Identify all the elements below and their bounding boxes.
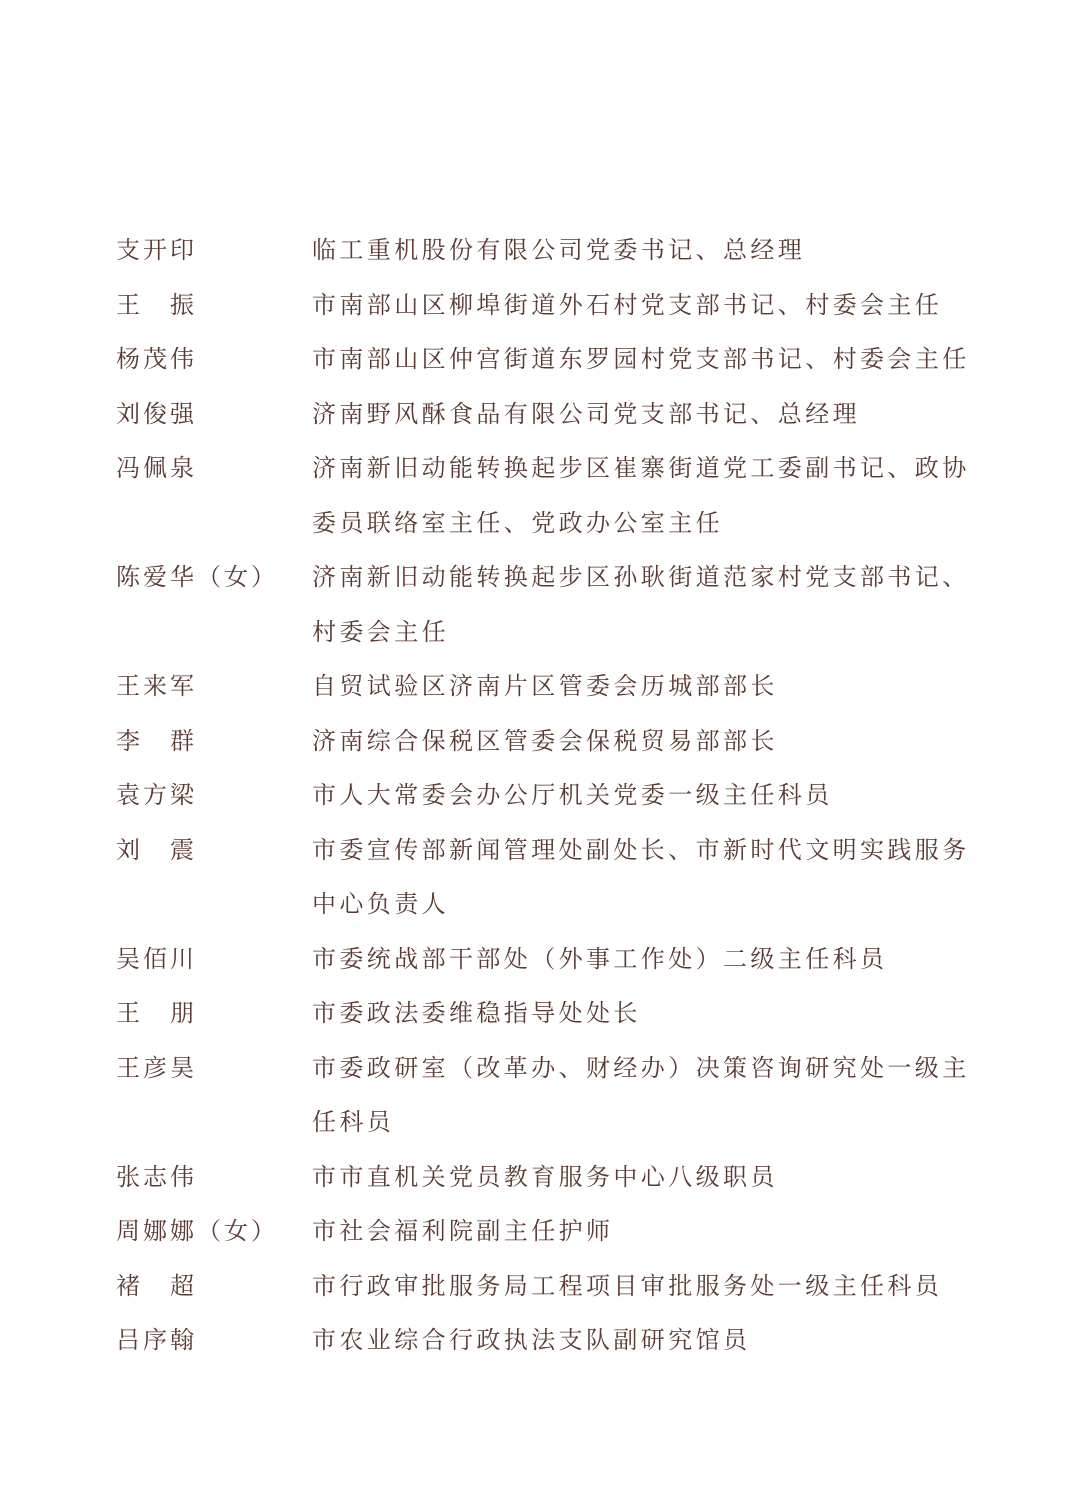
person-title: 济南新旧动能转换起步区孙耿街道范家村党支部书记、村委会主任 [312,563,970,646]
person-title: 市人大常委会办公厅机关党委一级主任科员 [312,781,833,809]
person-name: 刘 震 [116,835,197,864]
list-item [116,1150,976,1205]
list-item [116,387,976,442]
list-item [116,986,976,1041]
list-item [116,332,976,387]
list-item [116,441,976,550]
person-name: 袁方梁 [116,781,197,809]
person-name: 吕序翰 [116,1326,197,1354]
list-item [116,768,976,823]
person-name: 冯佩泉 [116,454,197,482]
person-title: 自贸试验区济南片区管委会历城部部长 [312,672,778,700]
person-name: 杨茂伟 [116,345,197,373]
person-title: 济南新旧动能转换起步区崔寨街道党工委副书记、政协委员联络室主任、党政办公室主任 [312,454,970,537]
person-title: 市市直机关党员教育服务中心八级职员 [312,1162,778,1191]
person-name: 王 振 [116,290,197,319]
person-title: 市社会福利院副主任护师 [312,1217,614,1245]
person-title: 市南部山区柳埠街道外石村党支部书记、村委会主任 [312,290,943,319]
person-name: 支开印 [116,236,197,264]
person-title: 济南综合保税区管委会保税贸易部部长 [312,726,778,755]
person-title: 临工重机股份有限公司党委书记、总经理 [312,236,806,264]
list-item [116,823,976,932]
person-name: 王 朋 [116,999,197,1027]
person-title: 市农业综合行政执法支队副研究馆员 [312,1326,751,1354]
person-title: 市南部山区仲宫街道东罗园村党支部书记、村委会主任 [312,345,970,373]
person-name: 刘俊强 [116,399,197,428]
list-item [116,714,976,769]
person-title: 市委宣传部新闻管理处副处长、市新时代文明实践服务中心负责人 [312,835,970,918]
person-name: 陈爱华（女） [116,563,278,591]
person-name: 李 群 [116,726,197,755]
person-name: 张志伟 [116,1162,197,1191]
person-title: 市行政审批服务局工程项目审批服务处一级主任科员 [312,1271,943,1300]
person-title: 市委统战部干部处（外事工作处）二级主任科员 [312,944,888,973]
person-title: 市委政法委维稳指导处处长 [312,999,641,1027]
list-item [116,550,976,659]
list-item [116,659,976,714]
list-item [116,1204,976,1259]
person-title: 济南野风酥食品有限公司党支部书记、总经理 [312,399,860,428]
person-name: 王彦昊 [116,1053,197,1082]
list-item [116,1313,976,1368]
list-item [116,278,976,333]
person-name: 周娜娜（女） [116,1217,278,1245]
list-item [116,932,976,987]
list-item [116,223,976,278]
personnel-list [116,223,976,1368]
person-name: 褚 超 [116,1271,197,1300]
person-name: 吴佰川 [116,944,197,973]
list-item [116,1259,976,1314]
person-title: 市委政研室（改革办、财经办）决策咨询研究处一级主任科员 [312,1053,970,1136]
person-name: 王来军 [116,672,197,700]
list-item [116,1041,976,1150]
